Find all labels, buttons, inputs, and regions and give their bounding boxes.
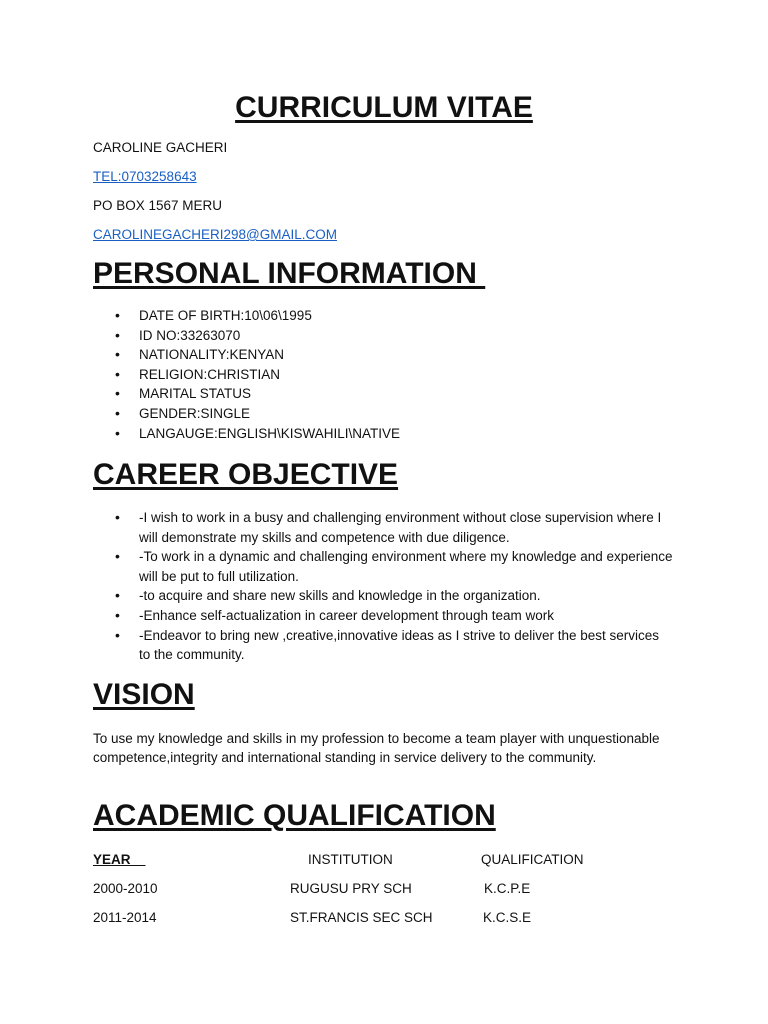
list-item: • -Enhance self-actualization in career development through team work <box>93 606 673 626</box>
column-header-year: YEAR <box>93 852 146 867</box>
list-item: • DATE OF BIRTH:10\06\1995 <box>93 306 673 326</box>
list-item: • LANGAUGE:ENGLISH\KISWAHILI\NATIVE <box>93 424 673 444</box>
row-qualification: K.C.P.E <box>484 881 531 896</box>
career-objective-list <box>93 508 673 665</box>
academic-qualification-heading: ACADEMIC QUALIFICATION <box>93 799 496 832</box>
list-item: • RELIGION:CHRISTIAN <box>93 365 673 385</box>
column-header-qualification: QUALIFICATION <box>481 852 584 867</box>
vision-heading: VISION <box>93 678 195 711</box>
list-item: • -Endeavor to bring new ,creative,innovative ideas as I strive to deliver the best services to the community. <box>93 626 673 665</box>
list-item: • -to acquire and share new skills and knowledge in the organization. <box>93 586 673 606</box>
row-qualification: K.C.S.E <box>483 910 532 925</box>
document-title <box>0 90 768 126</box>
contact-email-link[interactable]: CAROLINEGACHERI298@GMAIL.COM <box>93 227 338 242</box>
row-institution: ST.FRANCIS SEC SCH <box>290 910 433 925</box>
column-header-institution: INSTITUTION <box>308 852 393 867</box>
row-institution: RUGUSU PRY SCH <box>290 881 412 896</box>
career-objective-heading: CAREER OBJECTIVE <box>93 458 399 491</box>
list-item: • NATIONALITY:KENYAN <box>93 345 673 365</box>
list-item: • -To work in a dynamic and challenging environment where my knowledge and experience will be put to full utilization. <box>93 547 673 586</box>
personal-information-list <box>93 306 673 443</box>
vision-text: To use my knowledge and skills in my profession to become a team player with unquestionable competence,integrity and international standing in service delivery to the community. <box>93 731 660 765</box>
row-year: 2011-2014 <box>93 910 157 925</box>
list-item: • -I wish to work in a busy and challenging environment without close supervision where I will demonstrate my skills and competence with due diligence. <box>93 508 673 547</box>
contact-name: CAROLINE GACHERI <box>93 140 228 155</box>
contact-address: PO BOX 1567 MERU <box>93 198 223 213</box>
list-item: • MARITAL STATUS <box>93 384 673 404</box>
personal-information-heading: PERSONAL INFORMATION <box>93 257 486 290</box>
list-item: • ID NO:33263070 <box>93 326 673 346</box>
document-title-text: CURRICULUM VITAE <box>235 91 533 124</box>
list-item: • GENDER:SINGLE <box>93 404 673 424</box>
row-year: 2000-2010 <box>93 881 158 896</box>
contact-phone-link[interactable]: TEL:0703258643 <box>93 169 197 184</box>
